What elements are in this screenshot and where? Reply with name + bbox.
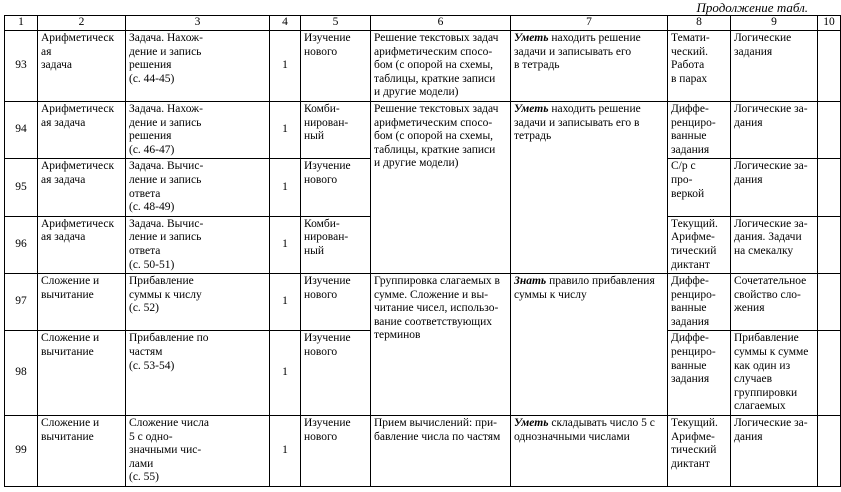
note-cell (818, 159, 841, 216)
hours-cell: 1 (270, 331, 301, 416)
skill-keyword: Уметь (514, 32, 549, 44)
control-cell: Диффе- ренциро- ванные задания (668, 101, 731, 158)
column-header: 6 (371, 16, 511, 31)
control-cell: Диффе- ренциро- ванные задания (668, 331, 731, 416)
lesson-number: 96 (5, 216, 38, 273)
lesson-number: 98 (5, 331, 38, 416)
lesson-cell: Сложение числа 5 с одно- значными чис- лами (с. 55) (126, 416, 270, 487)
column-header: 8 (668, 16, 731, 31)
header-row (5, 16, 841, 31)
content-cell: Прием вычислений: при- бавление числа по частям (371, 416, 511, 487)
lesson-number: 99 (5, 416, 38, 487)
control-cell: Текущий. Арифме- тический диктант (668, 216, 731, 273)
column-header: 5 (301, 16, 371, 31)
hours-cell: 1 (270, 216, 301, 273)
hours-cell: 1 (270, 159, 301, 216)
column-header: 7 (511, 16, 668, 31)
lesson-number: 94 (5, 101, 38, 158)
lesson-cell: Задача. Вычис- ление и запись ответа (с. 50-51) (126, 216, 270, 273)
note-cell (818, 331, 841, 416)
column-header: 1 (5, 16, 38, 31)
extra-cell: Сочетательное свойство сло- жения (731, 274, 818, 331)
skill-cell (511, 31, 668, 102)
note-cell (818, 216, 841, 273)
content-cell: Решение текстовых задач арифметическим спосо- бом (с опорой на схемы, таблицы, краткие записи и другие модели) (371, 101, 511, 273)
note-cell (818, 274, 841, 331)
lesson-type-cell: Изучение нового (301, 31, 371, 102)
column-header: 2 (38, 16, 126, 31)
topic-cell: Арифметическ ая задача (38, 216, 126, 273)
hours-cell: 1 (270, 274, 301, 331)
hours-cell: 1 (270, 31, 301, 102)
note-cell (818, 101, 841, 158)
lesson-number: 97 (5, 274, 38, 331)
lesson-plan-table (4, 15, 841, 487)
skill-keyword: Уметь (514, 417, 549, 430)
lesson-number: 93 (5, 31, 38, 102)
column-header: 3 (126, 16, 270, 31)
lesson-number: 95 (5, 159, 38, 216)
table-row (5, 101, 841, 158)
skill-cell (511, 274, 668, 416)
topic-cell: Арифметическ ая задача (38, 159, 126, 216)
lesson-type-cell: Изучение нового (301, 159, 371, 216)
lesson-cell: Задача. Нахож- дение и запись решения (с. 46-47) (126, 101, 270, 158)
hours-cell: 1 (270, 416, 301, 487)
skill-keyword: Знать (514, 275, 547, 288)
topic-cell: Сложение и вычитание (38, 416, 126, 487)
control-cell: Диффе- ренциро- ванные задания (668, 274, 731, 331)
table-caption: Продолжение табл. (696, 0, 808, 15)
extra-cell: Прибавление суммы к сумме как один из случаев группировки слагаемых (731, 331, 818, 416)
lesson-type-cell: Комби- нирован- ный (301, 101, 371, 158)
extra-cell: Логические задания (731, 31, 818, 102)
content-cell: Решение текстовых задач арифметическим спосо- бом (с опорой на схемы, таблицы, краткие записи и другие модели) (371, 31, 511, 102)
column-header: 9 (731, 16, 818, 31)
control-cell: С/р с про- веркой (668, 159, 731, 216)
column-header: 10 (818, 16, 841, 31)
topic-cell: Арифметическ ая задача (38, 31, 126, 102)
extra-cell: Логические за- дания. Задачи на смекалку (731, 216, 818, 273)
lesson-cell: Задача. Вычис- ление и запись ответа (с. 48-49) (126, 159, 270, 216)
table-row (5, 31, 841, 102)
lesson-cell: Задача. Нахож- дение и запись решения (с. 44-45) (126, 31, 270, 102)
content-cell: Группировка слагаемых в сумме. Сложение и вы- читание чисел, использо- вание соответствующих терминов (371, 274, 511, 416)
lesson-type-cell: Изучение нового (301, 416, 371, 487)
extra-cell: Логические за- дания (731, 101, 818, 158)
note-cell (818, 31, 841, 102)
hours-cell: 1 (270, 101, 301, 158)
lesson-cell: Прибавление суммы к числу (с. 52) (126, 274, 270, 331)
skill-text: находить решение задачи и записывать его в тетрадь (514, 102, 641, 143)
lesson-cell: Прибавление по частям (с. 53-54) (126, 331, 270, 416)
skill-text: находить решение задачи и записывать его в тетрадь (514, 32, 641, 72)
topic-cell: Сложение и вычитание (38, 274, 126, 331)
skill-cell (511, 416, 668, 487)
table-row (5, 416, 841, 487)
lesson-type-cell: Изучение нового (301, 274, 371, 331)
skill-cell (511, 101, 668, 273)
table-row (5, 274, 841, 331)
skill-keyword: Уметь (514, 102, 549, 115)
skill-text: правило прибавления суммы к числу (514, 275, 655, 301)
extra-cell: Логические за- дания (731, 416, 818, 487)
control-cell: Текущий. Арифме- тический диктант (668, 416, 731, 487)
skill-text: складывать число 5 с однозначными числами (514, 417, 655, 443)
extra-cell: Логические за- дания (731, 159, 818, 216)
lesson-type-cell: Изучение нового (301, 331, 371, 416)
note-cell (818, 416, 841, 487)
control-cell: Темати- ческий. Работа в парах (668, 31, 731, 102)
lesson-type-cell: Комби- нирован- ный (301, 216, 371, 273)
topic-cell: Арифметическ ая задача (38, 101, 126, 158)
topic-cell: Сложение и вычитание (38, 331, 126, 416)
column-header: 4 (270, 16, 301, 31)
